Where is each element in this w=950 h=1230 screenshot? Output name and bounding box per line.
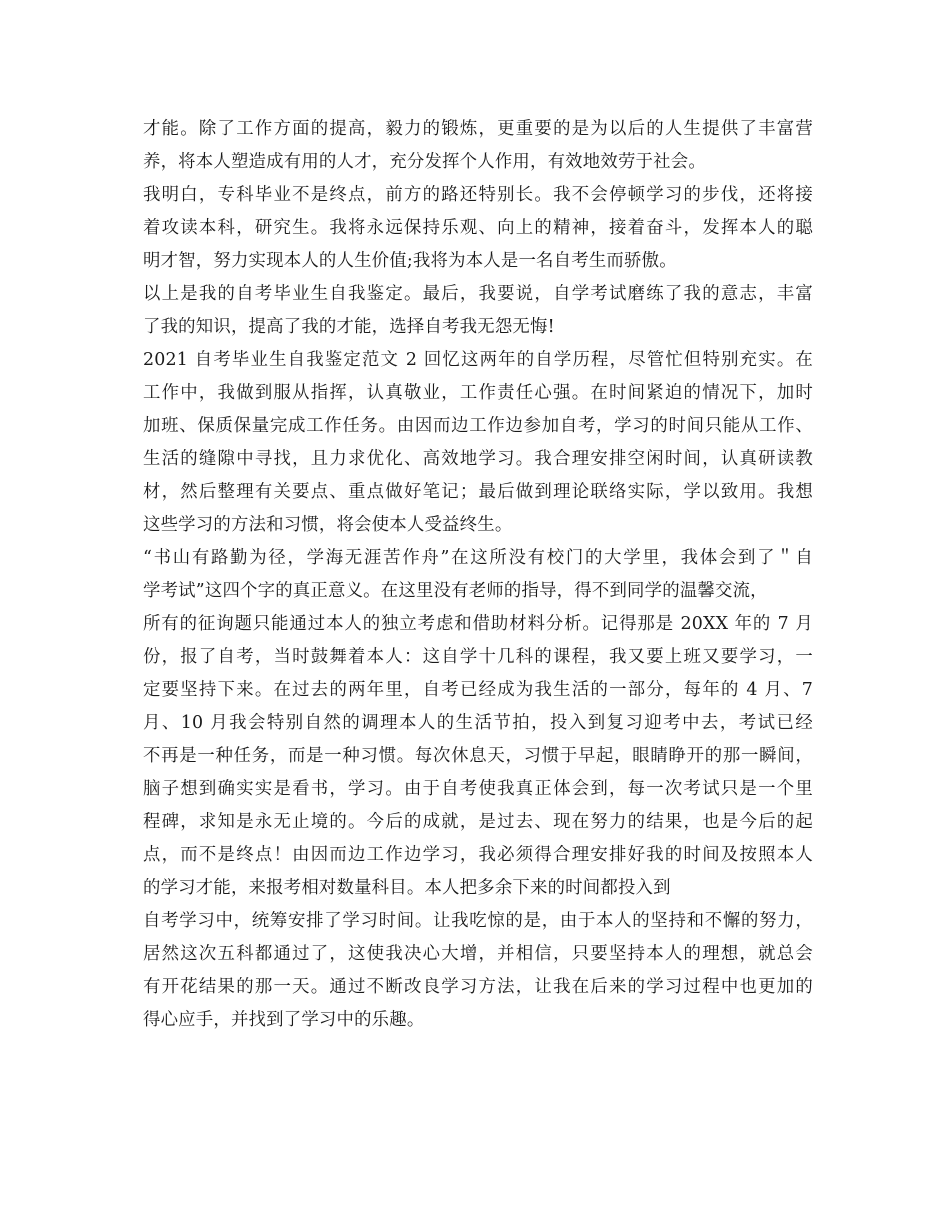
text-line: 才能。除了工作方面的提高，毅力的锻炼，更重要的是为以后的人生提供了丰富营 — [143, 119, 813, 139]
text-line: 养，将本人塑造成有用的人才，充分发挥个人作用，有效地效劳于社会。 — [143, 152, 706, 172]
text-line: 得心应手，并找到了学习中的乐趣。 — [143, 1010, 425, 1030]
text-line: 着攻读本科，研究生。我将永远保持乐观、向上的精神，接着奋斗，发挥本人的聪 — [143, 218, 813, 238]
text-line: 所有的征询题只能通过本人的独立考虑和借助材料分析。记得那是 20XX 年的 7 月 — [143, 614, 813, 634]
text-line: 份，报了自考，当时鼓舞着本人：这自学十几科的课程，我又要上班又要学习，一 — [143, 647, 813, 667]
text-line: 我明白，专科毕业不是终点，前方的路还特别长。我不会停顿学习的步伐，还将接 — [143, 185, 813, 205]
text-line: 脑子想到确实实是看书，学习。由于自考使我真正体会到，每一次考试只是一个里 — [143, 779, 813, 799]
text-line: 点，而不是终点！由因而边工作边学习，我必须得合理安排好我的时间及按照本人 — [143, 845, 813, 865]
text-line: 学考试”这四个字的真正意义。在这里没有老师的指导，得不到同学的温馨交流， — [143, 581, 768, 601]
text-line: 明才智，努力实现本人的人生价值;我将为本人是一名自考生而骄傲。 — [143, 251, 677, 271]
text-line: 加班、保质保量完成工作任务。由因而边工作边参加自考，学习的时间只能从工作、 — [143, 416, 813, 436]
text-line: 了我的知识，提高了我的才能，选择自考我无怨无悔! — [143, 317, 555, 337]
text-line: 居然这次五科都通过了，这使我决心大增，并相信，只要坚持本人的理想，就总会 — [143, 944, 813, 964]
text-line: 不再是一种任务，而是一种习惯。每次休息天，习惯于早起，眼睛睁开的那一瞬间， — [143, 746, 813, 766]
text-line: 材，然后整理有关要点、重点做好笔记；最后做到理论联络实际，学以致用。我想 — [143, 482, 813, 502]
text-line: 以上是我的自考毕业生自我鉴定。最后，我要说，自学考试磨练了我的意志，丰富 — [143, 284, 813, 304]
text-line: 月、10 月我会特别自然的调理本人的生活节拍，投入到复习迎考中去，考试已经 — [143, 713, 813, 733]
text-line: 定要坚持下来。在过去的两年里，自考已经成为我生活的一部分，每年的 4 月、7 — [143, 680, 813, 700]
text-line: 这些学习的方法和习惯，将会使本人受益终生。 — [143, 515, 513, 535]
document-body — [143, 113, 813, 1037]
text-line: 有开花结果的那一天。通过不断改良学习方法，让我在后来的学习过程中也更加的 — [143, 977, 813, 997]
text-line: 生活的缝隙中寻找，且力求优化、高效地学习。我合理安排空闲时间，认真研读教 — [143, 449, 813, 469]
text-line: 自考学习中，统筹安排了学习时间。让我吃惊的是，由于本人的坚持和不懈的努力， — [143, 911, 813, 931]
text-line: “书山有路勤为径，学海无涯苦作舟”在这所没有校门的大学里，我体会到了＂自 — [143, 548, 813, 568]
text-line: 工作中，我做到服从指挥，认真敬业，工作责任心强。在时间紧迫的情况下，加时 — [143, 383, 813, 403]
text-line: 2021 自考毕业生自我鉴定范文 2 回忆这两年的自学历程，尽管忙但特别充实。在 — [143, 350, 813, 370]
text-line: 的学习才能，来报考相对数量科目。本人把多余下来的时间都投入到 — [143, 878, 671, 898]
text-line: 程碑，求知是永无止境的。今后的成就，是过去、现在努力的结果，也是今后的起 — [143, 812, 813, 832]
